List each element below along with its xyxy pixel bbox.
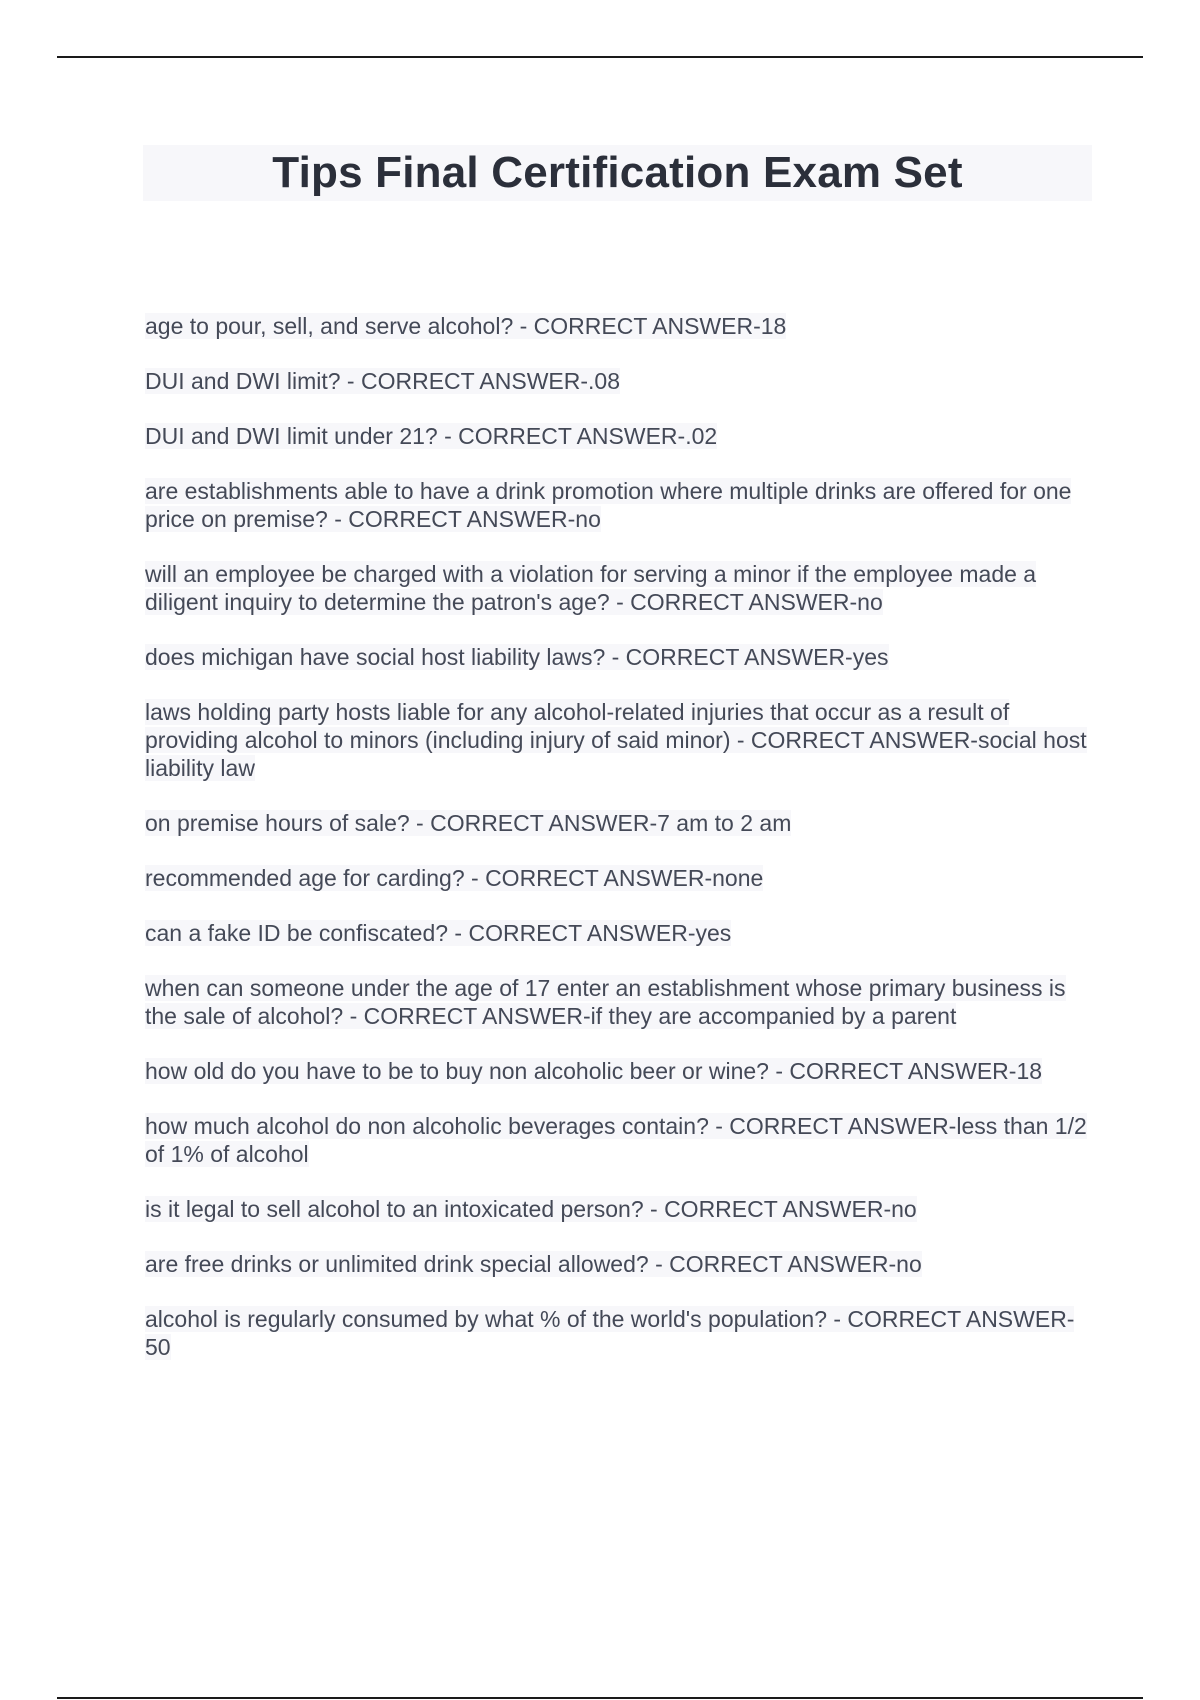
qa-item [145, 422, 1090, 450]
qa-text: when can someone under the age of 17 enter an establishment whose primary business is the sale of alcohol? - CORRECT ANSWER-if they are accompanied by a parent [145, 975, 1066, 1029]
qa-item [145, 864, 1090, 892]
qa-item [145, 312, 1090, 340]
qa-text: does michigan have social host liability laws? - CORRECT ANSWER-yes [145, 644, 889, 670]
qa-text: alcohol is regularly consumed by what % of the world's population? - CORRECT ANSWER-50 [145, 1306, 1075, 1360]
qa-item [145, 1250, 1090, 1278]
title-band [143, 145, 1092, 201]
document-title: Tips Final Certification Exam Set [272, 148, 963, 197]
qa-text: are establishments able to have a drink promotion where multiple drinks are offered for one price on premise? - CORRECT ANSWER-no [145, 478, 1072, 532]
qa-text: recommended age for carding? - CORRECT ANSWER-none [145, 865, 764, 891]
qa-list [145, 312, 1090, 1388]
qa-item [145, 1195, 1090, 1223]
qa-item [145, 367, 1090, 395]
qa-item [145, 1057, 1090, 1085]
qa-text: laws holding party hosts liable for any alcohol-related injuries that occur as a result of providing alcohol to minors (including injury of said minor) - CORRECT ANSWER-social host liability law [145, 699, 1087, 781]
qa-item [145, 560, 1090, 616]
qa-item [145, 643, 1090, 671]
qa-text: DUI and DWI limit? - CORRECT ANSWER-.08 [145, 368, 620, 394]
qa-text: how old do you have to be to buy non alcoholic beer or wine? - CORRECT ANSWER-18 [145, 1058, 1043, 1084]
qa-item [145, 1112, 1090, 1168]
qa-text: is it legal to sell alcohol to an intoxicated person? - CORRECT ANSWER-no [145, 1196, 917, 1222]
qa-item [145, 698, 1090, 782]
qa-text: DUI and DWI limit under 21? - CORRECT ANSWER-.02 [145, 423, 718, 449]
qa-text: are free drinks or unlimited drink special allowed? - CORRECT ANSWER-no [145, 1251, 922, 1277]
qa-item [145, 477, 1090, 533]
top-rule [57, 56, 1143, 58]
bottom-rule [57, 1697, 1143, 1699]
qa-item [145, 809, 1090, 837]
qa-text: on premise hours of sale? - CORRECT ANSWER-7 am to 2 am [145, 810, 792, 836]
qa-text: age to pour, sell, and serve alcohol? - CORRECT ANSWER-18 [145, 313, 787, 339]
qa-item [145, 919, 1090, 947]
qa-item [145, 974, 1090, 1030]
qa-text: can a fake ID be confiscated? - CORRECT ANSWER-yes [145, 920, 732, 946]
qa-text: how much alcohol do non alcoholic beverages contain? - CORRECT ANSWER-less than 1/2 of 1% of alcohol [145, 1113, 1087, 1167]
qa-text: will an employee be charged with a violation for serving a minor if the employee made a diligent inquiry to determine the patron's age? - CORRECT ANSWER-no [145, 561, 1037, 615]
qa-item [145, 1305, 1090, 1361]
